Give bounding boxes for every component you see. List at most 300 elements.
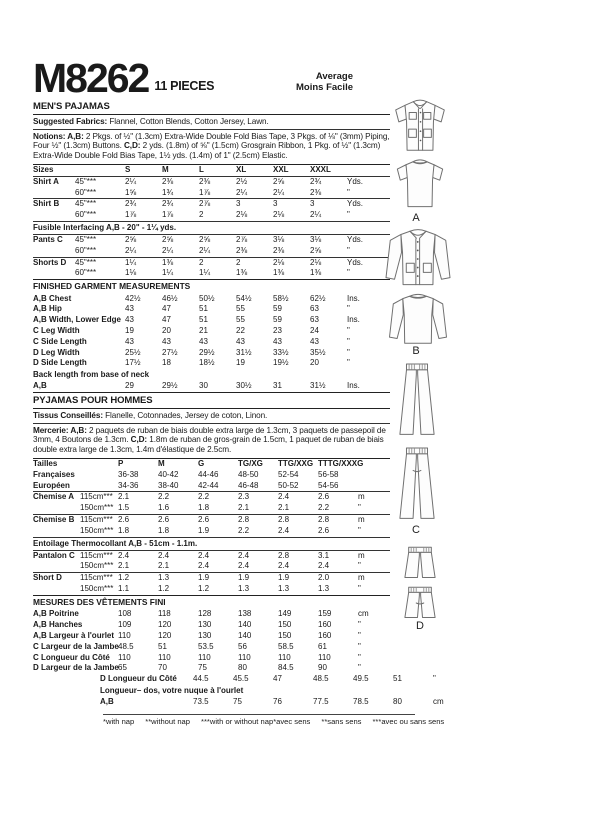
table-row — [33, 358, 390, 369]
table-cell: 2¼ — [236, 187, 248, 197]
table-cell: 2.6 — [318, 492, 330, 502]
table-cell: 2⅜ — [162, 176, 174, 186]
table-cell: 2.1 — [238, 503, 250, 513]
table-cell: Tailles — [33, 459, 58, 469]
table-cell: 1¾ — [162, 187, 174, 197]
table-cell: 2½ — [236, 176, 248, 186]
table-cell: 1.8 — [198, 503, 210, 513]
text-segment: 2 Pkgs. of ½" (1.3cm) Extra-Wide Double Fold Bias Tape, 3 Pkgs. of ⅛" (3mm) Piping, Four ½" (1.3cm) Buttons. — [33, 131, 390, 150]
table-cell: 2.2 — [318, 503, 330, 513]
table-cell: XL — [236, 165, 247, 174]
table-row: Entoilage Thermocollant A,B - 51cm - 1.1m. — [33, 538, 390, 551]
table-cell: Ins. — [347, 381, 360, 391]
table-cell: Shirt B — [33, 199, 60, 209]
table-cell: 140 — [238, 630, 252, 640]
table-cell: 2.6 — [158, 515, 170, 525]
table-cell: 46½ — [162, 293, 178, 303]
table-cell: 2¾ — [310, 176, 322, 186]
table-cell: S — [125, 165, 131, 174]
table-cell: 2.4 — [278, 561, 290, 571]
table-row — [33, 653, 390, 664]
table-cell: " — [347, 245, 350, 255]
table-cell: 45"*** — [75, 199, 97, 209]
masthead — [33, 55, 353, 101]
table-row — [33, 188, 390, 200]
table-cell: A,B Hanches — [33, 620, 83, 630]
table-cell: 2⅛ — [310, 257, 322, 267]
table-cell: 115cm*** — [80, 515, 113, 525]
table-cell: 58½ — [273, 293, 289, 303]
table-row: FINISHED GARMENT MEASUREMENTS — [33, 281, 191, 292]
table-cell: 1⅞ — [125, 210, 137, 220]
table-cell: 60"*** — [75, 187, 97, 197]
table-row — [33, 294, 390, 305]
table-cell: 2⅛ — [236, 210, 248, 220]
table-cell: 47 — [273, 674, 282, 684]
table-cell: A,B Largeur à l'ourlet — [33, 630, 115, 640]
table-cell: 110 — [158, 652, 171, 662]
table-cell: 2.1 — [118, 492, 130, 502]
view-c-front-pants-illustration — [394, 360, 440, 439]
table-cell: 2.8 — [238, 515, 250, 525]
table-row — [33, 337, 390, 348]
table-row — [33, 492, 390, 503]
table-cell: 2 — [199, 210, 204, 220]
table-cell: 43 — [310, 336, 319, 346]
table-cell: 2⅜ — [236, 245, 248, 255]
pieces-count: 11 PIECES — [154, 79, 215, 94]
table-cell: 1.8 — [118, 525, 130, 535]
table-cell: 3 — [310, 199, 315, 209]
table-row — [33, 503, 390, 515]
suggested-fabrics — [33, 115, 390, 130]
table-cell: 50½ — [199, 293, 215, 303]
table-cell: 31½ — [310, 381, 326, 391]
table-cell: 52-54 — [278, 469, 299, 479]
table-cell: A,B Poitrine — [33, 609, 79, 619]
table-cell: 140 — [238, 620, 252, 630]
table-row — [33, 246, 390, 258]
table-cell: 18½ — [199, 358, 215, 368]
table-row — [33, 177, 390, 188]
table-cell: 2.4 — [278, 525, 290, 535]
table-cell: 56 — [238, 641, 247, 651]
table-cell: 2.4 — [198, 561, 210, 571]
table-row — [33, 663, 390, 674]
table-cell: " — [347, 210, 350, 220]
table-cell: Yds. — [347, 199, 364, 209]
table-cell: D Leg Width — [33, 347, 80, 357]
table-cell: 3 — [236, 199, 241, 209]
table-cell: 1⅞ — [199, 187, 211, 197]
table-row — [33, 674, 436, 685]
table-cell: 2¼ — [199, 245, 211, 255]
table-cell: 47 — [162, 315, 171, 325]
table-row — [33, 642, 390, 653]
table-cell: 150 — [278, 620, 292, 630]
table-cell: 45"*** — [75, 234, 97, 244]
table-cell: 60"*** — [75, 210, 97, 220]
table-cell: 45"*** — [75, 257, 97, 267]
view-label-b: B — [412, 345, 420, 357]
view-b-back-shirt-illustration — [387, 292, 449, 349]
table-cell: Pantalon C — [33, 550, 75, 560]
table-cell: 2.2 — [198, 492, 210, 502]
table-cell: " — [358, 630, 361, 640]
table-row — [33, 381, 390, 392]
view-label-d: D — [416, 620, 424, 632]
table-cell: 110 — [198, 652, 211, 662]
table-cell: 60"*** — [75, 245, 97, 255]
table-cell: A,B — [33, 381, 47, 391]
table-row: Fusible Interfacing A,B - 20" - 1¼ yds. — [33, 222, 390, 235]
table-cell: 80 — [393, 696, 402, 706]
french-overflow-table — [33, 674, 444, 708]
table-cell: 1.2 — [118, 573, 130, 583]
table-cell: 1⅜ — [236, 268, 248, 278]
table-cell: 90 — [318, 663, 327, 673]
table-cell: 115cm*** — [80, 550, 113, 560]
table-cell: 1.9 — [198, 525, 210, 535]
table-cell: 55 — [236, 304, 245, 314]
table-cell: 19 — [125, 326, 134, 336]
table-cell: XXL — [273, 165, 289, 174]
table-cell: 110 — [118, 652, 131, 662]
table-cell: Françaises — [33, 469, 75, 479]
table-cell: 24 — [310, 326, 319, 336]
table-row: MESURES DES VÊTEMENTS FINI — [33, 596, 166, 607]
table-row — [33, 165, 390, 177]
table-cell: 17½ — [125, 358, 141, 368]
info-column — [33, 101, 445, 726]
table-cell: 31 — [273, 381, 282, 391]
table-row — [33, 631, 390, 642]
table-cell: 31½ — [236, 347, 252, 357]
table-cell: Pants C — [33, 234, 63, 244]
footnote-token: **sans sens — [321, 716, 362, 726]
table-cell: cm — [358, 609, 369, 619]
table-cell: 128 — [198, 609, 212, 619]
table-cell: Sizes — [33, 165, 54, 174]
table-cell: 54-56 — [318, 480, 339, 490]
table-cell: 27½ — [162, 347, 178, 357]
table-cell: M — [158, 459, 165, 469]
table-row — [33, 326, 390, 337]
table-cell: 1.9 — [198, 573, 210, 583]
text-segment: 1.8m de ruban de gros-grain de 1.5cm, 1 paquet de ruban de biais double extra large de 1.3cm, 1.4m d'élastique de 2.5cm. — [33, 435, 384, 454]
table-row — [33, 696, 444, 708]
table-cell: 20 — [162, 326, 171, 336]
table-cell: 1⅛ — [125, 268, 137, 278]
table-cell: 43 — [125, 304, 134, 314]
table-row — [33, 620, 390, 631]
table-cell: 3⅛ — [310, 234, 322, 244]
table-cell: 1¼ — [125, 257, 137, 267]
table-cell: 2¼ — [125, 245, 137, 255]
table-cell: 1.3 — [278, 584, 290, 594]
text-segment: C,D: — [123, 141, 143, 150]
view-label-c: C — [412, 524, 420, 536]
french-yardage-table — [33, 458, 390, 674]
table-cell: C Largeur de la Jambe — [33, 641, 119, 651]
table-cell: 2⅝ — [162, 234, 174, 244]
table-row: Back length from base of neck — [33, 370, 150, 380]
table-cell: 35½ — [310, 347, 326, 357]
table-cell: " — [358, 663, 361, 673]
table-cell: 43 — [125, 315, 134, 325]
table-cell: 2 — [236, 257, 241, 267]
table-cell: 130 — [198, 620, 212, 630]
table-cell: 120 — [158, 620, 172, 630]
table-row — [33, 584, 390, 596]
table-cell: D Largeur de la Jambe — [33, 663, 119, 673]
text-segment: Notions: — [33, 131, 68, 141]
footnote-token: ***avec ou sans sens — [372, 716, 445, 726]
table-cell: A,B Chest — [33, 293, 72, 303]
table-cell: 50-52 — [278, 480, 299, 490]
table-cell: 2.8 — [278, 515, 290, 525]
mercerie-paragraph — [33, 424, 390, 459]
table-cell: 1.9 — [278, 573, 290, 583]
table-cell: 29½ — [199, 347, 215, 357]
table-cell: 2.6 — [318, 525, 330, 535]
table-cell: 1⅜ — [273, 268, 285, 278]
table-cell: 150 — [278, 630, 292, 640]
table-cell: 43 — [273, 336, 282, 346]
table-cell: 75 — [233, 696, 242, 706]
table-cell: 2.2 — [238, 525, 250, 535]
table-cell: Ins. — [347, 293, 360, 303]
table-cell: 2⅛ — [273, 257, 285, 267]
table-cell: 1⅝ — [125, 187, 137, 197]
table-cell: 48.5 — [313, 674, 329, 684]
table-cell: 43 — [236, 336, 245, 346]
table-cell: 110 — [318, 652, 331, 662]
table-cell: 51 — [158, 641, 167, 651]
table-cell: TTG/XXG — [278, 459, 314, 469]
table-cell: " — [358, 584, 361, 594]
view-label-a: A — [412, 212, 420, 224]
footnote-token: **without nap — [145, 716, 191, 726]
table-row — [33, 481, 390, 493]
table-row — [33, 304, 390, 315]
table-cell: 2⅞ — [236, 234, 248, 244]
table-cell: " — [358, 620, 361, 630]
table-cell: 44-46 — [198, 469, 219, 479]
table-cell: " — [347, 336, 350, 346]
table-cell: 43 — [199, 336, 208, 346]
table-cell: 62½ — [310, 293, 326, 303]
table-row — [33, 210, 390, 222]
table-cell: 51 — [393, 674, 402, 684]
tissus-text: Flanelle, Cotonnades, Jersey de coton, Linon. — [105, 411, 268, 421]
table-cell: 51 — [199, 304, 208, 314]
table-cell: 1.3 — [318, 584, 330, 594]
table-cell: XXXL — [310, 165, 331, 174]
table-cell: 109 — [118, 620, 132, 630]
table-cell: 84.5 — [278, 663, 294, 673]
table-cell: 63 — [310, 315, 319, 325]
table-cell: 59 — [273, 315, 282, 325]
table-row — [33, 515, 390, 526]
table-cell: 77.5 — [313, 696, 329, 706]
table-cell: 160 — [318, 630, 332, 640]
table-cell: 130 — [198, 630, 212, 640]
text-segment: 2 yds. (1.8m) of ⅝" (1.5cm) Grosgrain Ribbon, 1 Pkg. of ½" (1.3cm) Extra-Wide Double Fold Bias Tape, 1½ yds. (1.4m) of 1" (2.5cm) Elastic. — [33, 141, 381, 160]
table-cell: 25½ — [125, 347, 141, 357]
tissus-label: Tissus Conseillés: — [33, 411, 103, 421]
table-cell: " — [358, 641, 361, 651]
table-cell: 19½ — [273, 358, 289, 368]
table-row — [33, 551, 390, 562]
table-cell: Yds. — [347, 234, 364, 244]
table-cell: 2.1 — [278, 503, 290, 513]
table-cell: 2.8 — [278, 550, 290, 560]
table-cell: 75 — [198, 663, 207, 673]
table-cell: 80 — [238, 663, 247, 673]
table-cell: 2¼ — [162, 245, 174, 255]
table-cell: 49.5 — [353, 674, 369, 684]
text-segment: A,B: — [70, 425, 89, 435]
table-row — [33, 470, 390, 481]
table-cell: 2.4 — [238, 561, 250, 571]
table-cell: 3.1 — [318, 550, 330, 560]
table-cell: 19 — [236, 358, 245, 368]
table-cell: A,B Hip — [33, 304, 62, 314]
table-cell: 29 — [125, 381, 134, 391]
table-cell: 138 — [238, 609, 252, 619]
table-cell: M — [162, 165, 169, 174]
view-c-back-pants-illustration — [394, 444, 440, 523]
nap-footnotes — [103, 714, 445, 726]
table-row — [33, 526, 390, 538]
table-cell: Short D — [33, 573, 62, 583]
table-cell: " — [433, 674, 436, 684]
table-cell: 3 — [273, 199, 278, 209]
table-cell: 21 — [199, 326, 208, 336]
table-cell: 43 — [125, 336, 134, 346]
table-cell: 2⅜ — [310, 187, 322, 197]
table-cell: 2¾ — [125, 199, 137, 209]
table-row — [33, 235, 390, 246]
table-cell: 110 — [118, 630, 131, 640]
view-b-front-shirt-illustration — [383, 227, 453, 291]
table-cell: 48.5 — [118, 641, 134, 651]
table-cell: 108 — [118, 609, 132, 619]
table-cell: 115cm*** — [80, 573, 113, 583]
footnote-token: *avec sens — [273, 716, 311, 726]
table-cell: L — [199, 165, 204, 174]
table-cell: D Side Length — [33, 358, 87, 368]
table-cell: 47 — [162, 304, 171, 314]
table-cell: 2.2 — [158, 492, 170, 502]
table-cell: " — [347, 326, 350, 336]
english-yardage-table — [33, 164, 390, 393]
table-cell: A,B — [100, 696, 114, 706]
table-cell: 2⅞ — [199, 199, 211, 209]
table-cell: " — [347, 358, 350, 368]
table-cell: 160 — [318, 620, 332, 630]
table-cell: 1.2 — [198, 584, 210, 594]
table-cell: 60"*** — [75, 268, 97, 278]
table-cell: 149 — [278, 609, 292, 619]
table-cell: 42½ — [125, 293, 141, 303]
table-cell: 2.4 — [278, 492, 290, 502]
table-cell: 2.6 — [118, 515, 130, 525]
table-cell: 1.3 — [238, 584, 250, 594]
table-cell: 55 — [236, 315, 245, 325]
table-cell: 2¼ — [125, 176, 137, 186]
table-cell: " — [347, 187, 350, 197]
table-cell: 30 — [199, 381, 208, 391]
table-cell: " — [358, 503, 361, 513]
table-row — [33, 315, 390, 326]
table-cell: 1.2 — [158, 584, 170, 594]
table-cell: 56-58 — [318, 469, 339, 479]
table-cell: A,B Width, Lower Edge — [33, 315, 121, 325]
view-a-front-shirt-illustration — [389, 98, 451, 155]
table-cell: 43 — [162, 336, 171, 346]
table-cell: 1.5 — [118, 503, 130, 513]
table-cell: G — [198, 459, 205, 469]
table-cell: m — [358, 492, 365, 502]
table-row: Longueur– dos, votre nuque à l'ourlet — [100, 685, 244, 695]
table-cell: 65 — [118, 663, 127, 673]
text-segment: C,D: — [130, 435, 150, 445]
table-cell: 73.5 — [193, 696, 209, 706]
footnote-french — [273, 717, 444, 726]
table-cell: 48-50 — [238, 469, 259, 479]
table-cell: 1.3 — [158, 573, 170, 583]
table-cell: 2.1 — [118, 561, 130, 571]
table-cell: 40-42 — [158, 469, 179, 479]
table-cell: Shirt A — [33, 176, 59, 186]
table-row — [33, 268, 390, 280]
table-cell: 54½ — [236, 293, 252, 303]
table-cell: 58.5 — [278, 641, 294, 651]
table-cell: 44.5 — [193, 674, 209, 684]
table-cell: 2⅜ — [199, 176, 211, 186]
table-cell: 70 — [158, 663, 167, 673]
table-row — [33, 258, 390, 269]
table-cell: 2¼ — [273, 187, 285, 197]
table-cell: 59 — [273, 304, 282, 314]
table-cell: D Longueur du Côté — [100, 674, 177, 684]
table-cell: 150cm*** — [80, 525, 114, 535]
table-cell: 45"*** — [75, 176, 97, 186]
view-d-back-shorts-illustration — [398, 584, 442, 622]
table-cell: 115cm*** — [80, 492, 113, 502]
table-cell: 29½ — [162, 381, 178, 391]
table-row — [33, 199, 390, 210]
difficulty-english: Average — [315, 71, 353, 83]
table-cell: 2.8 — [318, 515, 330, 525]
table-cell: TTTG/XXXG — [318, 459, 364, 469]
table-cell: " — [347, 304, 350, 314]
table-cell: 1.1 — [118, 584, 130, 594]
table-cell: 34-36 — [118, 480, 139, 490]
table-cell: 1⅜ — [310, 268, 322, 278]
notions-paragraph — [33, 130, 390, 165]
table-cell: m — [358, 550, 365, 560]
fabrics-text: Flannel, Cotton Blends, Cotton Jersey, Lawn. — [109, 117, 269, 126]
table-cell: Ins. — [347, 315, 360, 325]
table-cell: 61 — [318, 641, 327, 651]
table-cell: 2.0 — [318, 573, 330, 583]
table-row — [33, 573, 390, 584]
table-cell: 30½ — [236, 381, 252, 391]
table-cell: 38-40 — [158, 480, 179, 490]
